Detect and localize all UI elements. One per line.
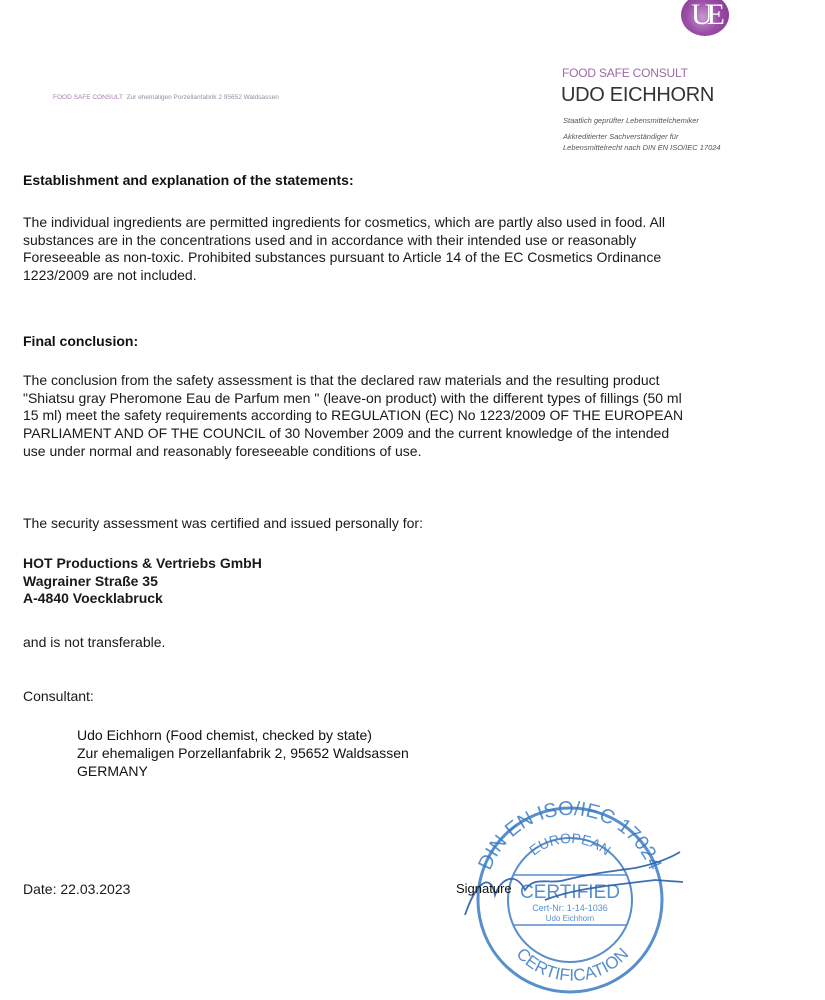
text-line: Foreseeable as non-toxic. Prohibited substances pursuant to Article 14 of the EC Cosmetics Ordinance — [23, 249, 662, 266]
letterhead-name: UDO EICHHORN — [561, 84, 715, 106]
consultant-name: Udo Eichhorn (Food chemist, checked by state) — [77, 727, 372, 743]
text-line: The conclusion from the safety assessment is that the declared raw materials and the resulting product — [23, 372, 660, 388]
stamp-bottom-text: CERTIFICATION — [512, 944, 633, 986]
letterhead-accreditation — [563, 131, 721, 153]
consultant-country: GERMANY — [77, 763, 148, 779]
section-heading-establishment: Establishment and explanation of the statements: — [23, 172, 354, 188]
accreditation-line-2: Lebensmittelrecht nach DIN EN ISO/IEC 17024 — [563, 143, 721, 152]
stamp-inner-text: EUROPEAN — [526, 829, 614, 859]
stamp-cert-number: Cert-Nr: 1-14-1036 — [532, 903, 608, 913]
text-line: 15 ml) meet the safety requirements according to REGULATION (EC) No 1223/2009 OF THE EUROPEAN — [23, 407, 684, 424]
signature-label: Signature — [456, 881, 512, 896]
paragraph-establishment — [23, 214, 813, 285]
company-logo: UE — [681, 0, 729, 36]
recipient-street: Wagrainer Straße 35 — [23, 572, 158, 589]
section-heading-conclusion: Final conclusion: — [23, 333, 139, 349]
sender-brand: FOOD SAFE CONSULT — [53, 94, 123, 101]
paragraph-conclusion — [23, 372, 813, 461]
text-line: use under normal and reasonably foreseeable conditions of use. — [23, 442, 422, 459]
consultant-address: Zur ehemaligen Porzellanfabrik 2, 95652 Waldsassen — [77, 745, 409, 761]
document-date: Date: 22.03.2023 — [23, 881, 131, 897]
non-transferable-note: and is not transferable. — [23, 634, 166, 650]
text-line: PARLIAMENT AND OF THE COUNCIL of 30 November 2009 and the current knowledge of the intended — [23, 425, 670, 442]
text-line: 1223/2009 are not included. — [23, 267, 197, 284]
text-line: The individual ingredients are permitted ingredients for cosmetics, which are partly also used in food. All — [23, 214, 665, 230]
recipient-city: A-4840 Voecklabruck — [23, 590, 163, 607]
sender-address: Zur ehemaligen Porzellanfabrik 2 95652 Waldsassen — [126, 94, 279, 101]
letterhead-subtitle: Staatlich geprüfter Lebensmittelchemiker — [563, 116, 699, 125]
text-line: "Shiatsu gray Pheromone Eau de Parfum men " (leave-on product) with the different types of fillings (50 ml — [23, 389, 682, 406]
text-line: substances are in the concentrations used and in accordance with their intended use or reasonably — [23, 231, 637, 248]
stamp-certified-text: CERTIFIED — [520, 882, 620, 903]
accreditation-line-1: Akkreditierter Sachverständiger für — [563, 132, 679, 141]
sender-address-line — [53, 94, 279, 101]
recipient-address — [23, 555, 813, 608]
certification-intro: The security assessment was certified and issued personally for: — [23, 515, 423, 531]
stamp-outer-text: DIN EN ISO/IEC 17024 — [474, 797, 666, 874]
consultant-details — [77, 726, 409, 780]
letterhead-brand: FOOD SAFE CONSULT — [562, 66, 688, 80]
consultant-label: Consultant: — [23, 688, 94, 704]
recipient-company: HOT Productions & Vertriebs GmbH — [23, 555, 262, 571]
stamp-holder: Udo Eichhorn — [545, 914, 595, 923]
